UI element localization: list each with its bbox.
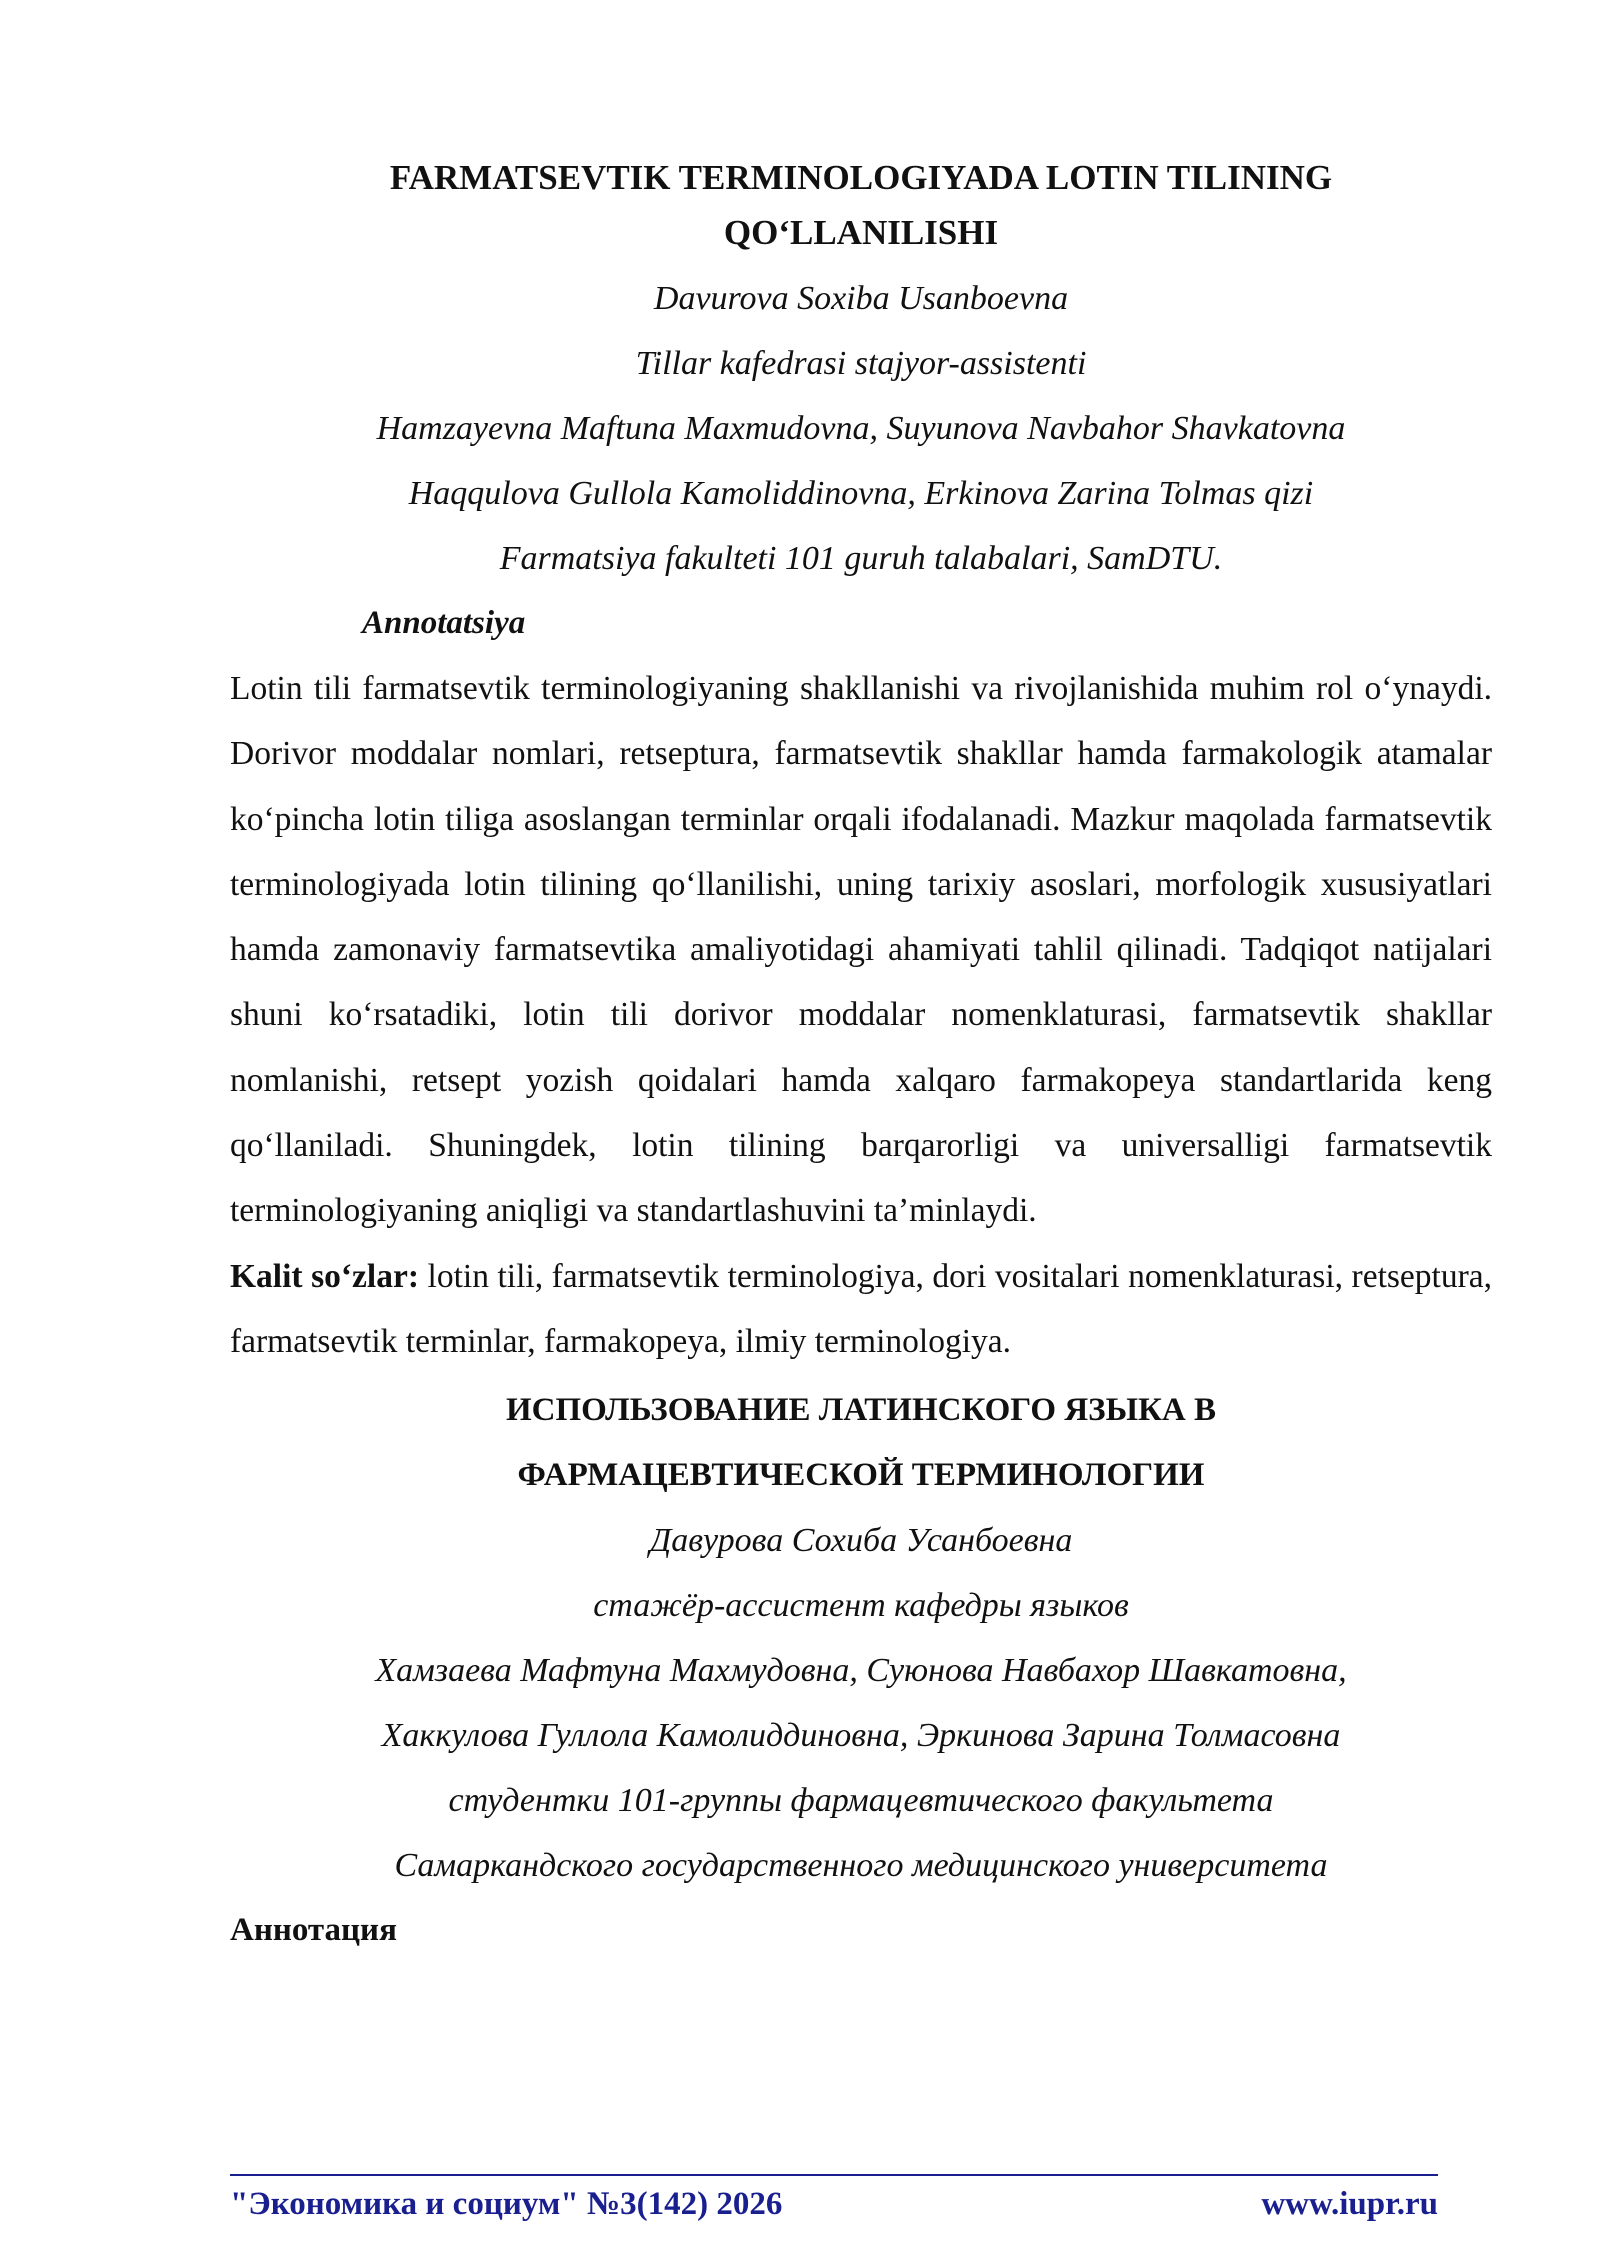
ru-annotation-heading: Аннотация xyxy=(230,1912,397,1949)
uz-coauthors-line-2: Haqqulova Gullola Kamoliddinovna, Erkinova Zarina Tolmas qizi xyxy=(408,475,1314,512)
uz-author: Davurova Soxiba Usanboevna xyxy=(653,280,1069,317)
ru-coauthors-line-1: Хамзаева Мафтуна Махмудовна, Суюнова Навбахор Шавкатовна, xyxy=(375,1652,1347,1690)
footer-journal: "Экономика и социум" №3(142) 2026 xyxy=(230,2186,783,2222)
uz-keywords xyxy=(230,1244,1492,1375)
uz-keywords-text: lotin tili, farmatsevtik terminologiya, dori vositalari nomenklaturasi, retseptura, farmatsevtik terminlar, farmakopeya, ilmiy terminologiya. xyxy=(230,1257,1492,1360)
uz-affiliation: Farmatsiya fakulteti 101 guruh talabalari, SamDTU. xyxy=(499,540,1223,577)
uz-annotation-heading: Annotatsiya xyxy=(362,605,526,641)
uz-keywords-label: Kalit so‘zlar: xyxy=(230,1257,420,1295)
uz-annotation-text: Lotin tili farmatsevtik terminologiyaning shakllanishi va rivojlanishida muhim rol o‘ynaydi. Dorivor moddalar nomlari, retseptura, farmatsevtik shakllar hamda farmakologik atamalar ko‘pincha lotin tiliga asoslangan terminlar orqali ifodalanadi. Mazkur maqolada farmatsevtik terminologiyada lotin tilining qo‘llanilishi, uning tarixiy asoslari, morfologik xususiyatlari hamda zamonaviy farmatsevtika amaliyotidagi ahamiyati tahlil qilinadi. Tadqiqot natijalari shuni ko‘rsatadiki, lotin tili dorivor moddalar nomenklaturasi, farmatsevtik shakllar nomlanishi, retsept yozish qoidalari hamda xalqaro farmakopeya standartlarida keng qo‘llaniladi. Shuningdek, lotin tilining barqarorligi va universalligi farmatsevtik terminologiyaning aniqligi va standartlashuvini ta’minlaydi. xyxy=(230,670,1492,1230)
ru-title-line-1: ИСПОЛЬЗОВАНИЕ ЛАТИНСКОГО ЯЗЫКА В xyxy=(505,1392,1217,1429)
ru-author: Давурова Сохиба Усанбоевна xyxy=(649,1522,1073,1560)
ru-affiliation-line-1: студентки 101-группы фармацевтического факультета xyxy=(448,1782,1274,1820)
footer-website-link[interactable]: www.iupr.ru xyxy=(1261,2186,1438,2222)
article-body xyxy=(230,150,1492,1963)
ru-title-line-2: ФАРМАЦЕВТИЧЕСКОЙ ТЕРМИНОЛОГИИ xyxy=(517,1457,1205,1494)
ru-affiliation-line-2: Самаркандского государственного медицинского университета xyxy=(394,1847,1328,1885)
page-footer xyxy=(230,2174,1438,2226)
uz-author-position: Tillar kafedrasi stajyor-assistenti xyxy=(635,345,1087,382)
uz-coauthors-line-1: Hamzayevna Maftuna Maxmudovna, Suyunova Navbahor Shavkatovna xyxy=(376,410,1346,447)
uz-title-line-2: QO‘LLANILISHI xyxy=(723,213,999,252)
footer-row xyxy=(230,2182,1438,2226)
uz-title-line-1: FARMATSEVTIK TERMINOLOGIYADA LOTIN TILINING xyxy=(389,158,1333,197)
ru-coauthors-line-2: Хаккулова Гуллола Камолиддиновна, Эркинова Зарина Толмасовна xyxy=(381,1717,1341,1755)
ru-author-position: стажёр-ассистент кафедры языков xyxy=(593,1587,1129,1625)
